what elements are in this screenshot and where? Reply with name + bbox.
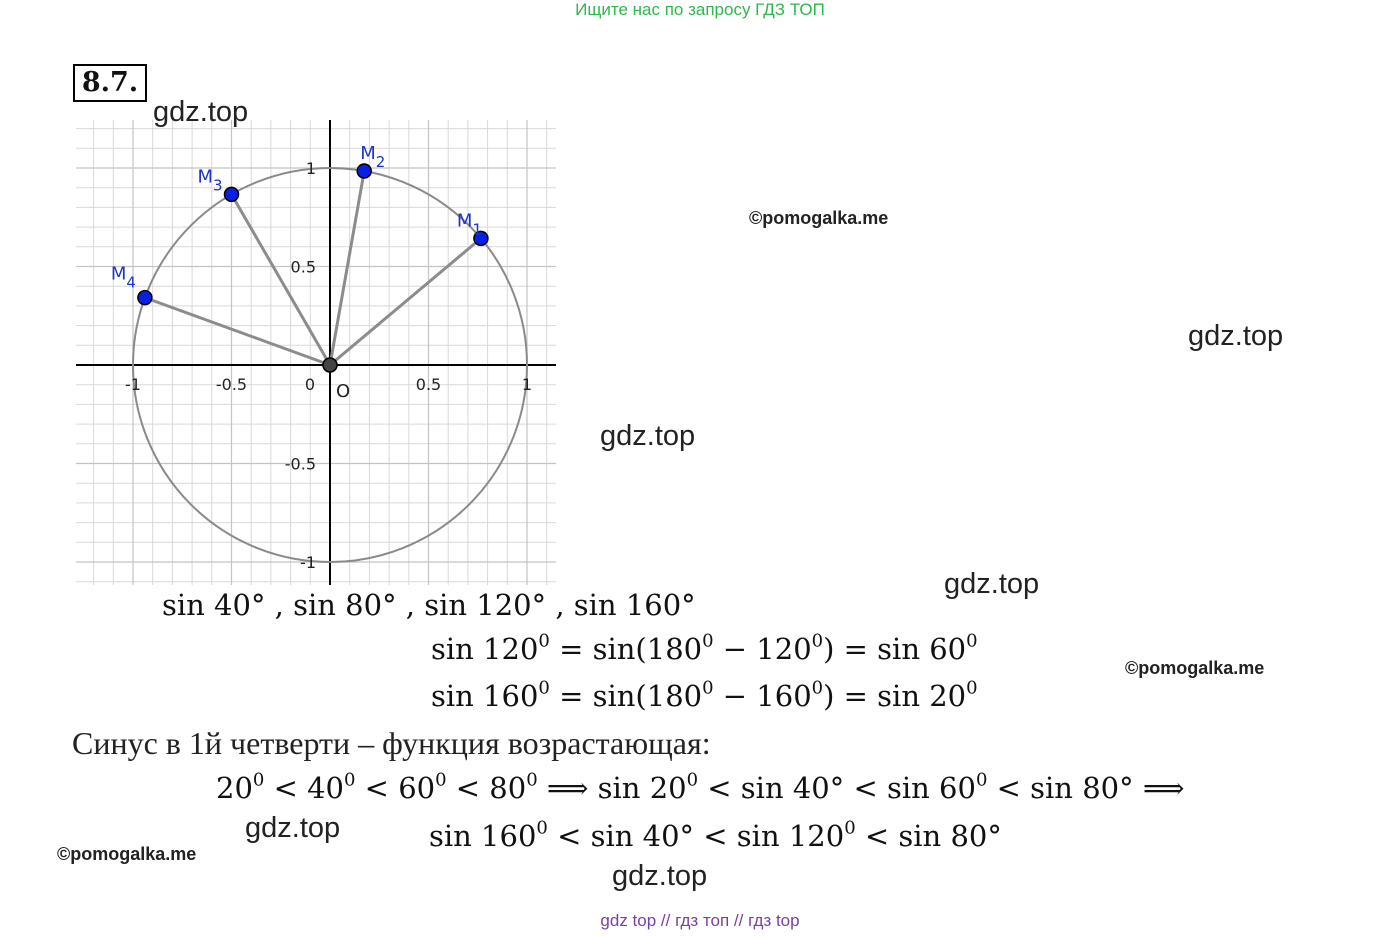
- watermark-pomogalka: ©pomogalka.me: [1125, 658, 1265, 678]
- watermark-gdz: gdz.top: [153, 96, 249, 128]
- y-tick-label: -0.5: [284, 454, 316, 474]
- radius-segment: [330, 238, 481, 365]
- watermark-pomogalka: ©pomogalka.me: [749, 208, 889, 228]
- point-label: $M_3$: [197, 166, 223, 195]
- origin-label: O: [336, 381, 351, 402]
- reduction-line-160: $\sin 160^0 = \sin(180^0 - 160^0) = \sin 20^0$: [431, 677, 978, 713]
- point-label: $M_2$: [360, 142, 386, 171]
- y-tick-label: -1: [300, 553, 316, 572]
- watermark-gdz: gdz.top: [944, 568, 1040, 600]
- search-hint-banner: Ищите нас по запросу ГДЗ ТОП: [575, 0, 825, 19]
- point-marker: [138, 291, 152, 305]
- point-marker: [357, 164, 371, 178]
- radius-segment: [232, 194, 331, 365]
- x-tick-label: 0.5: [415, 375, 442, 394]
- final-order: $\sin 160^0 < \sin 40^\circ < \sin 120^0 < \sin 80^\circ$: [429, 817, 1002, 853]
- inequality-chain: $20^0 < 40^0 < 60^0 < 80^0$ ⟹ $\sin 20^0 < \sin 40^\circ < \sin 60^0 < \sin 80^\circ$ ⟹: [216, 769, 1185, 805]
- watermark-gdz: gdz.top: [600, 420, 696, 452]
- watermark-gdz: gdz.top: [245, 812, 341, 844]
- x-tick-label: -1: [125, 375, 141, 394]
- problem-number: 8.7.: [73, 64, 147, 102]
- y-tick-label: 0.5: [290, 257, 316, 277]
- x-tick-label: 0: [304, 375, 316, 394]
- y-tick-label: 1: [305, 159, 316, 178]
- point-label: $M_1$: [456, 210, 482, 239]
- watermark-pomogalka: ©pomogalka.me: [57, 844, 197, 864]
- given-values: sin 40° , sin 80° , sin 120° , sin 160°: [162, 588, 696, 622]
- x-tick-label: -0.5: [215, 375, 248, 394]
- origin-point: [323, 358, 337, 372]
- point-label: $M_4$: [110, 263, 136, 292]
- x-tick-label: 1: [521, 375, 533, 394]
- watermark-gdz: gdz.top: [612, 860, 708, 892]
- point-marker: [225, 187, 239, 201]
- radius-segment: [330, 171, 364, 365]
- watermark-gdz: gdz.top: [1188, 320, 1284, 352]
- footer-links: gdz top // гдз топ // гдз top: [600, 911, 800, 930]
- reduction-line-120: $\sin 120^0 = \sin(180^0 - 120^0) = \sin 60^0$: [431, 630, 978, 666]
- monotonic-statement: Синус в 1й четверти – функция возрастающая:: [72, 725, 711, 761]
